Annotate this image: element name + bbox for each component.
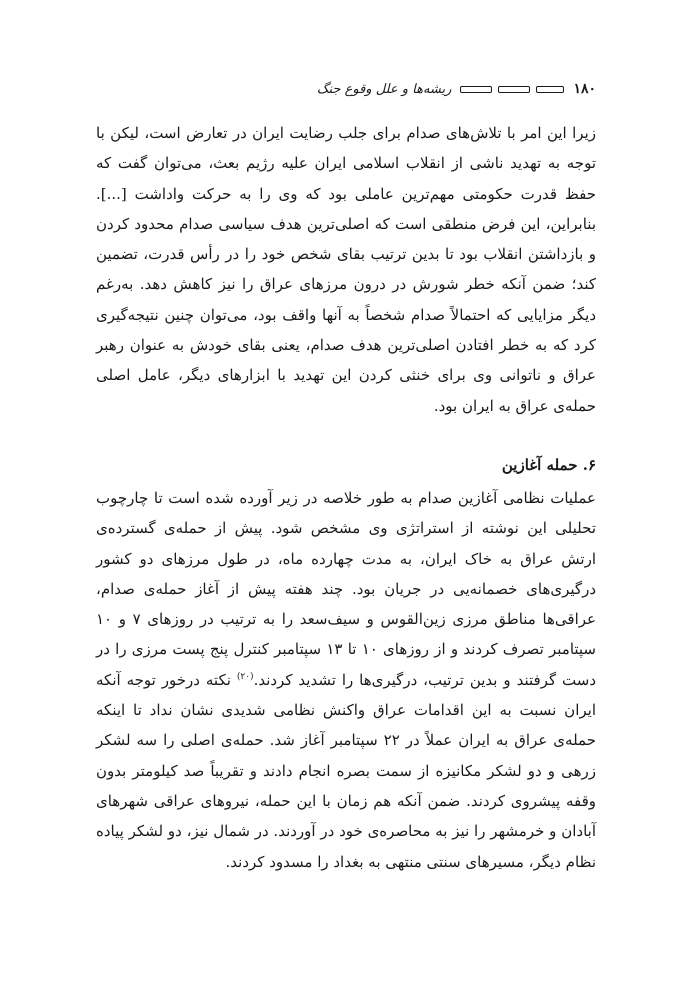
decorative-rule — [536, 86, 564, 93]
running-head-title: ریشه‌ها و علل وقوع جنگ — [316, 81, 452, 97]
section-text-after-ref: نکته درخور توجه آنکه ایران نسبت به این اقدامات عراق واکنش نظامی شدیدی نشان نداد تا اینکه حمله‌ی عراق به ایران عملاً در ۲۲ سپتامبر آغاز شد. حمله‌ی اصلی را سه لشکر زرهی و دو لشکر مکانیزه از سمت بصره انجام دادند و تقریباً صد کیلومتر بدون وقفه پیشروی کردند. ضمن آنکه هم زمان با این حمله، نیروهای عراقی شهرهای آبادان و خرمشهر را نیز به محاصره‌ی خود در آوردند. در شمال نیز، دو لشکر پیاده نظام دیگر، مسیرهای سنتی منتهی به بغداد را مسدود کردند. — [96, 670, 596, 871]
body-paragraph: زیرا این امر با تلاش‌های صدام برای جلب رضایت ایران در تعارض است، لیکن با توجه به تهدید ناشی از انقلاب اسلامی ایران علیه رژیم بعث، می‌توان گفت که حفظ قدرت حکومتی مهم‌ترین عاملی بود که وی را به حرکت واداشت [...]. بنابراین، این فرض منطقی است که اصلی‌ترین هدف سیاسی صدام محدود کردن و بازداشتن انقلاب بود تا بدین ترتیب بقای شخص خود را در رأس قدرت، تضمین کند؛ ضمن آنکه خطر شورش در درون مرزهای عراق را نیز کاهش دهد. به‌رغم دیگر مزایایی که احتمالاً صدام شخصاً به آنها واقف بود، می‌توان چنین نتیجه‌گیری کرد که به خطر افتادن اصلی‌ترین هدف صدام، یعنی بقای خودش به عنوان رهبر عراق و ناتوانی وی برای خنثی کردن این تهدید با ابزارهای دیگر، عامل اصلی حمله‌ی عراق به ایران بود. — [96, 124, 596, 415]
footnote-reference: (۲۰) — [236, 671, 254, 682]
section-text-before-ref: عملیات نظامی آغازین صدام به طور خلاصه در زیر آورده شده است تا چارچوب تحلیلی این نوشته از استراتژی وی مشخص شود. پیش از حمله‌ی گسترده‌ی ارتش عراق به خاک ایران، به مدت چهارده ماه، در طول مرزهای دو کشور درگیری‌های خصمانه‌یی در جریان بود. چند هفته پیش از آغاز حمله‌ی صدام، عراقی‌ها مناطق مرزی زین‌القوس و سیف‌سعد را به ترتیب در روزهای ۷ و ۱۰ سپتامبر تصرف کردند و از روزهای ۱۰ تا ۱۳ سپتامبر کنترل پنج پست مرزی را در دست گرفتند و بدین ترتیب، درگیری‌ها را تشدید کردند. — [96, 488, 597, 689]
page-number: ۱۸۰ — [573, 81, 596, 97]
decorative-rule — [498, 86, 530, 93]
section-heading: ۶. حمله آغازین — [501, 455, 596, 474]
decorative-rule — [460, 86, 492, 93]
section-paragraph — [96, 483, 596, 877]
running-head — [96, 78, 596, 100]
book-page — [96, 78, 596, 958]
